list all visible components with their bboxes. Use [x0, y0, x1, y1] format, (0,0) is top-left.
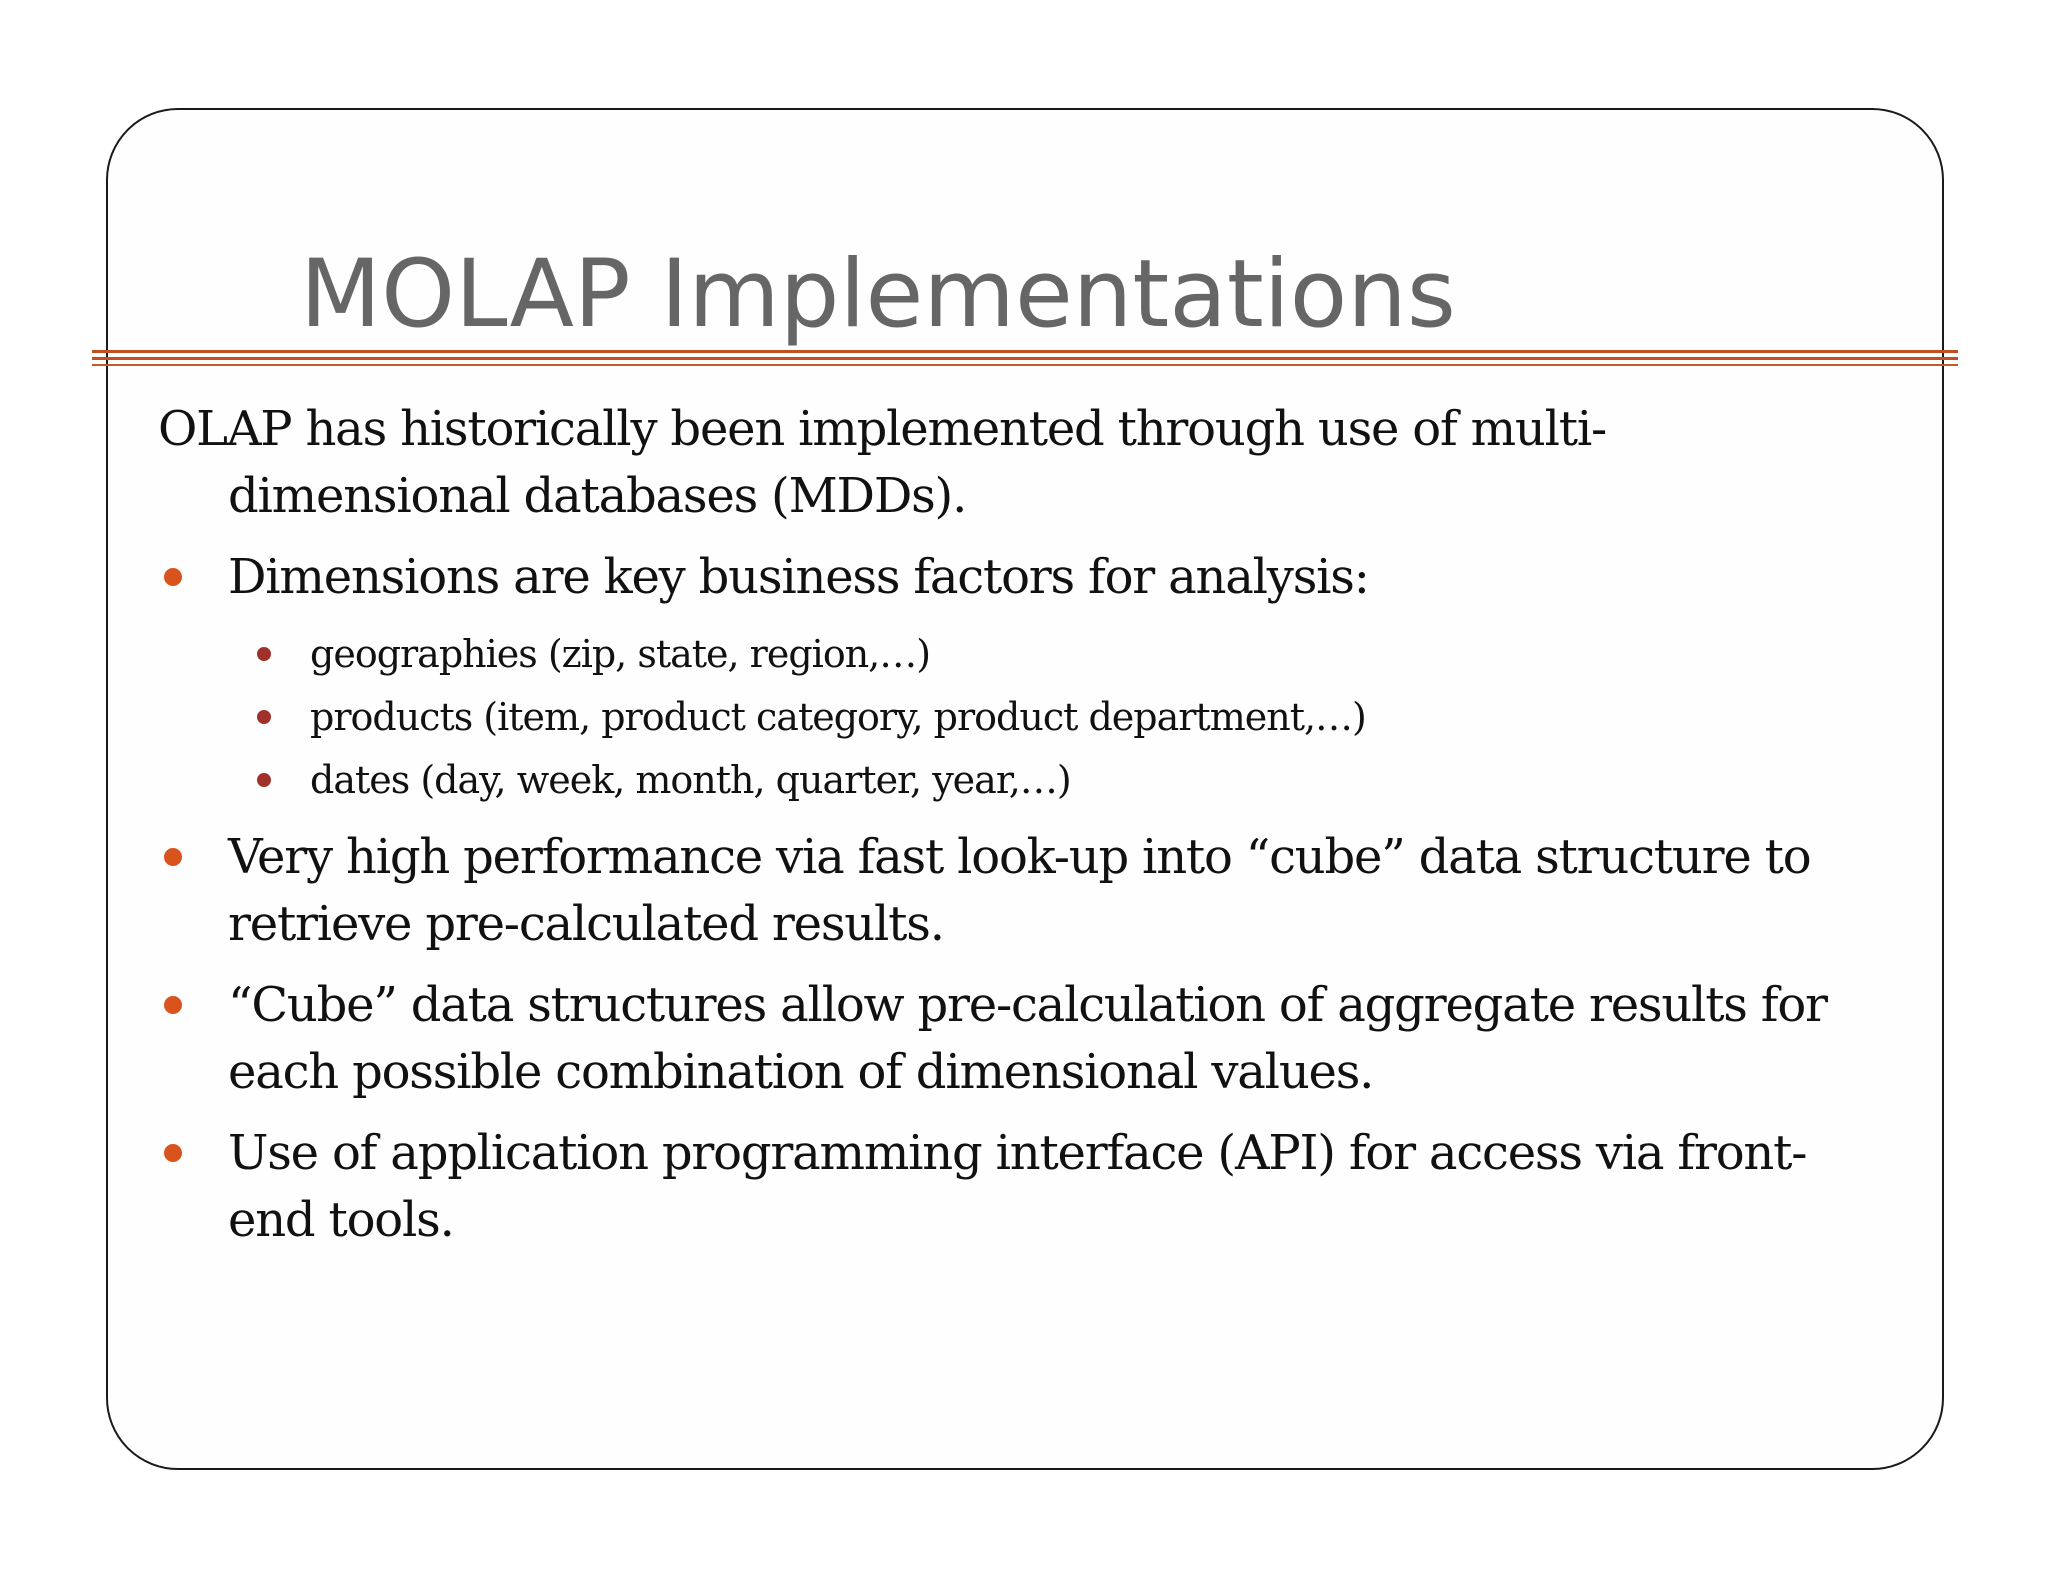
sub-bullet-item	[158, 623, 1878, 686]
bullet-item	[158, 1120, 1878, 1254]
sub-bullet-item	[158, 686, 1878, 749]
sub-bullet-dot-icon	[257, 710, 271, 724]
sub-bullet-dot-icon	[257, 647, 271, 661]
bullet-item	[158, 972, 1878, 1106]
slide-body	[158, 396, 1878, 1268]
sub-bullet-text: products (item, product category, product department,…)	[310, 695, 1366, 739]
bullet-text: “Cube” data structures allow pre-calculation of aggregate results for each possible combination of dimensional values.	[228, 977, 1827, 1100]
title-divider-line	[92, 357, 1958, 360]
sub-bullet-dot-icon	[257, 773, 271, 787]
sub-bullet-text: dates (day, week, month, quarter, year,…)	[310, 758, 1071, 802]
bullet-item	[158, 824, 1878, 958]
sub-bullet-item	[158, 749, 1878, 812]
sub-bullet-list	[158, 623, 1878, 812]
intro-paragraph: OLAP has historically been implemented through use of multi-dimensional databases (MDDs).	[158, 401, 1607, 524]
bullet-text: Use of application programming interface (API) for access via front-end tools.	[228, 1125, 1807, 1248]
title-divider-line	[92, 364, 1958, 366]
slide-title: MOLAP Implementations	[300, 240, 1456, 349]
title-divider-line	[92, 350, 1958, 353]
bullet-dot-icon	[164, 568, 182, 586]
bullet-dot-icon	[164, 848, 182, 866]
bullet-dot-icon	[164, 1144, 182, 1162]
bullet-text: Very high performance via fast look-up into “cube” data structure to retrieve pre-calculated results.	[228, 829, 1811, 952]
sub-bullet-text: geographies (zip, state, region,…)	[310, 632, 931, 676]
bullet-item	[158, 544, 1878, 611]
bullet-dot-icon	[164, 996, 182, 1014]
bullet-text: Dimensions are key business factors for analysis:	[228, 549, 1369, 605]
